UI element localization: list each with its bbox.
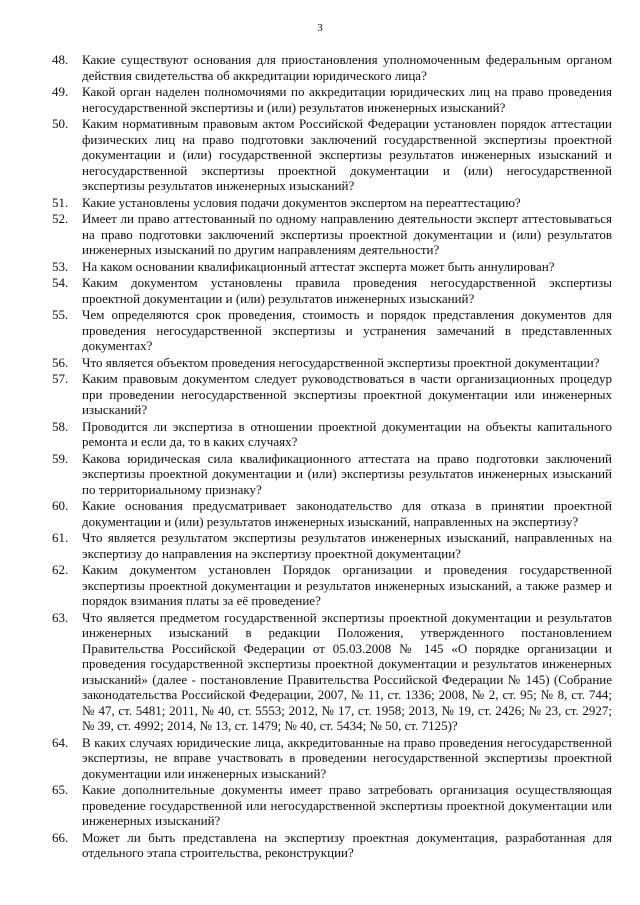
question-item [52, 259, 612, 275]
question-item [52, 419, 612, 450]
question-text: Какова юридическая сила квалификационного аттестата на право подготовки заключений экспертизы проектной документации и (или) экспертизы результатов инженерных изысканий по территориальному признаку? [82, 450, 612, 497]
question-text: Какие основания предусматривает законодательство для отказа в принятии проектной документации и (или) результатов инженерных изысканий, направленных на экспертизу? [82, 498, 612, 529]
question-item [52, 830, 612, 861]
question-number: 56. [52, 354, 69, 370]
question-item [52, 195, 612, 211]
question-item [52, 275, 612, 306]
question-item [52, 562, 612, 609]
question-text: Что является предметом государственной экспертизы проектной документации и результатов инженерных изысканий в редакции Положения, утвержденного постановлением Правительства Российской Федерации от 05.03.2008 № 145 «О порядке организации и проведения государственной экспертизы проектной документации и результатов инженерных изысканий» (далее - постановление Правительства Российской Федерации № 145) (Собрание законодательства Российской Федерации, 2007, № 11, ст. 1336; 2008, № 2, ст. 95; № 8, ст. 744; № 47, ст. 5481; 2011, № 40, ст. 5553; 2012, № 17, ст. 1958; 2013, № 19, ст. 2426; № 23, ст. 2927; № 39, ст. 4992; 2014, № 13, ст. 1479; № 40, ст. 5434; № 50, ст. 7125)? [82, 609, 612, 733]
question-number: 51. [52, 194, 69, 210]
question-number: 62. [52, 562, 69, 577]
question-number: 52. [52, 211, 69, 226]
question-text: Каким нормативным правовым актом Российской Федерации установлен порядок аттестации физических лиц на право подготовки заключений государственной экспертизы проектной документации и (или) государственной экспертизы результатов инженерных изысканий и негосударственной экспертизы проектной документации и (или) негосударственной экспертизы результатов инженерных изысканий? [82, 116, 612, 193]
question-number: 66. [52, 829, 69, 845]
question-number: 60. [52, 498, 69, 513]
question-number: 58. [52, 418, 69, 434]
question-number: 57. [52, 371, 69, 386]
question-text: Имеет ли право аттестованный по одному направлению деятельности эксперт аттестовываться на право подготовки заключений экспертизы проектной документации и (или) результатов инженерных изысканий по другим направлениям деятельности? [82, 211, 612, 257]
question-text: Каким правовым документом следует руководствоваться в части организационных процедур при проведении негосударственной экспертизы проектной документации или инженерных изысканий? [82, 371, 612, 417]
question-text: Какие установлены условия подачи документов экспертом на переаттестацию? [82, 194, 521, 210]
question-number: 61. [52, 530, 69, 545]
page-number: 3 [317, 22, 323, 34]
question-number: 48. [52, 52, 69, 67]
question-list [52, 52, 612, 862]
question-text: Чем определяются срок проведения, стоимость и порядок представления документов для проведения негосударственной экспертизы и устранения замечаний в представленных документах? [82, 307, 612, 353]
question-text: На каком основании квалификационный аттестат эксперта может быть аннулирован? [82, 258, 555, 274]
question-text: Что является объектом проведения негосударственной экспертизы проектной документации? [82, 354, 600, 370]
question-text: Проводится ли экспертиза в отношении проектной документации на объекты капитального ремонта и если да, то в каких случаях? [82, 418, 612, 449]
question-number: 65. [52, 782, 69, 797]
question-item [52, 735, 612, 782]
question-text: Какие дополнительные документы имеет право затребовать организация осуществляющая проведение государственной или негосударственной экспертизы проектной документации или инженерных изысканий? [82, 782, 612, 828]
question-item [52, 371, 612, 418]
question-item [52, 211, 612, 258]
question-text: Какие существуют основания для приостановления уполномоченным федеральным органом действия свидетельства об аккредитации юридического лица? [82, 52, 612, 83]
question-number: 49. [52, 84, 69, 99]
question-item [52, 530, 612, 561]
question-text: Каким документом установлены правила проведения негосударственной экспертизы проектной документации и (или) результатов инженерных изысканий? [82, 275, 612, 306]
question-item [52, 451, 612, 498]
question-number: 63. [52, 609, 69, 625]
question-number: 54. [52, 275, 69, 290]
question-text: Каким документом установлен Порядок организации и проведения государственной экспертизы проектной документации и результатов инженерных изысканий, а также размер и порядок взимания платы за её проведение? [82, 562, 612, 608]
question-item [52, 307, 612, 354]
question-number: 50. [52, 116, 69, 131]
question-item [52, 355, 612, 371]
question-text: В каких случаях юридические лица, аккредитованные на право проведения негосударственной экспертизы, не вправе участвовать в проведении негосударственной экспертизы проектной документации или инженерных изысканий? [82, 734, 612, 781]
question-number: 53. [52, 258, 69, 274]
question-item [52, 782, 612, 829]
question-text: Что является результатом экспертизы результатов инженерных изысканий, направленных на экспертизу до направления на экспертизу проектной документации? [82, 530, 612, 561]
question-item [52, 116, 612, 194]
question-text: Может ли быть представлена на экспертизу проектная документация, разработанная для отдельного этапа строительства, реконструкции? [82, 829, 612, 860]
question-item [52, 84, 612, 115]
question-number: 59. [52, 450, 69, 466]
question-item [52, 498, 612, 529]
question-number: 55. [52, 307, 69, 322]
question-item [52, 610, 612, 734]
question-item [52, 52, 612, 83]
question-text: Какой орган наделен полномочиями по аккредитации юридических лиц на право проведения негосударственной экспертизы и (или) результатов инженерных изысканий? [82, 84, 612, 115]
question-number: 64. [52, 734, 69, 750]
